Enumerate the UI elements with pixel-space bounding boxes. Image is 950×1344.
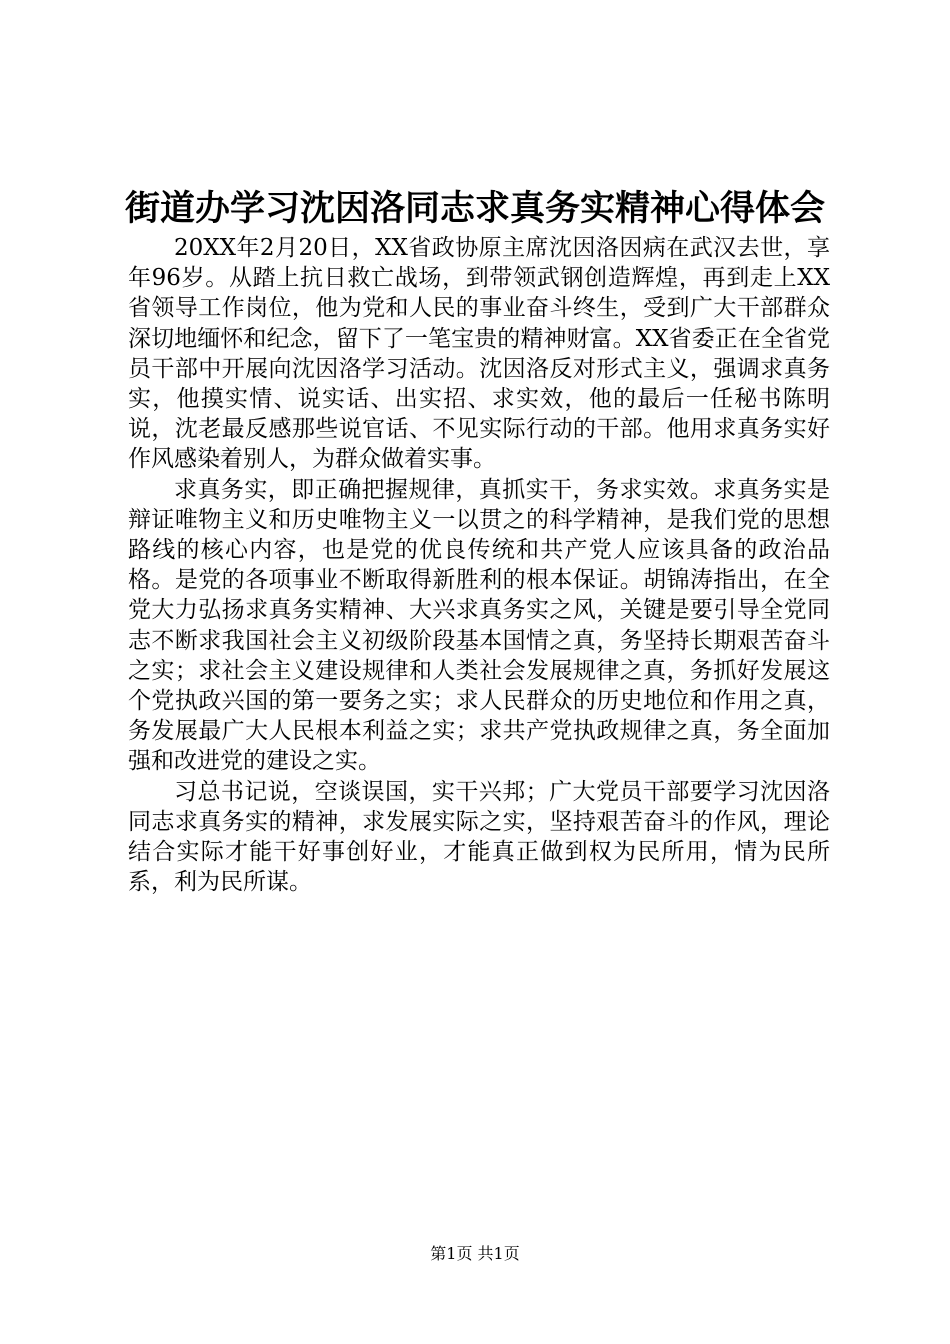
paragraph-2: 求真务实，即正确把握规律，真抓实干，务求实效。求真务实是辩证唯物主义和历史唯物主义一以贯之的科学精神，是我们党的思想路线的核心内容，也是党的优良传统和共产党人应该具备的政治品格。是党的各项事业不断取得新胜利的根本保证。胡锦涛指出，在全党大力弘扬求真务实精神、大兴求真务实之风，关键是要引导全党同志不断求我国社会主义初级阶段基本国情之真，务坚持长期艰苦奋斗之实；求社会主义建设规律和人类社会发展规律之真，务抓好发展这个党执政兴国的第一要务之实；求人民群众的历史地位和作用之真，务发展最广大人民根本利益之实；求共产党执政规律之真，务全面加强和改进党的建设之实。 <box>128 476 830 775</box>
document-body <box>128 233 830 897</box>
paragraph-3: 习总书记说，空谈误国，实干兴邦；广大党员干部要学习沈因洛同志求真务实的精神，求发展实际之实，坚持艰苦奋斗的作风，理论结合实际才能干好事创好业，才能真正做到权为民所用，情为民所系，利为民所谋。 <box>128 778 830 896</box>
paragraph-1: 20XX年2月20日，XX省政协原主席沈因洛因病在武汉去世，享年96岁。从踏上抗日救亡战场，到带领武钢创造辉煌，再到走上XX省领导工作岗位，他为党和人民的事业奋斗终生，受到广大干部群众深切地缅怀和纪念，留下了一笔宝贵的精神财富。XX省委正在全省党员干部中开展向沈因洛学习活动。沈因洛反对形式主义，强调求真务实，他摸实情、说实话、出实招、求实效，他的最后一任秘书陈明说，沈老最反感那些说官话、不见实际行动的干部。他用求真务实好作风感染着别人，为群众做着实事。 <box>128 235 830 473</box>
document-title: 街道办学习沈因洛同志求真务实精神心得体会 <box>124 188 825 229</box>
page-footer: 第1页 共1页 <box>430 1244 520 1263</box>
